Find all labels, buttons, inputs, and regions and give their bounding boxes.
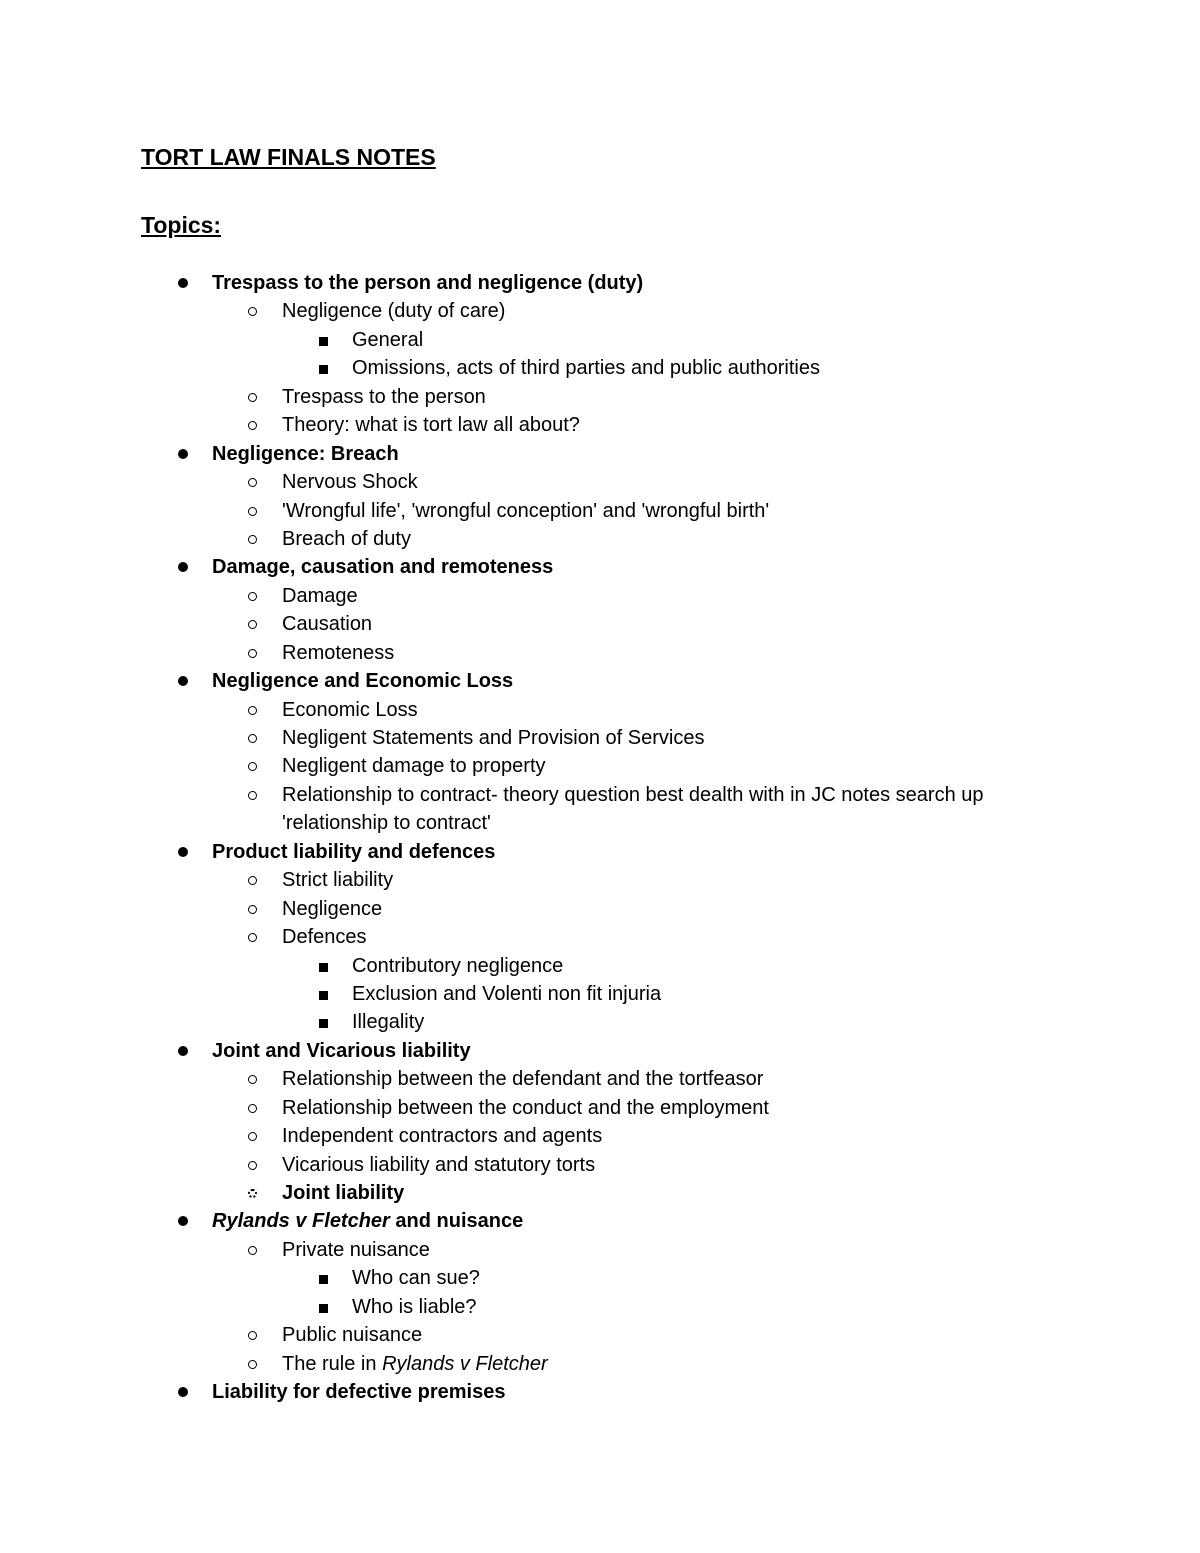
subsubtopic-label: Who is liable? bbox=[352, 1295, 477, 1318]
topic-label: Product liability and defences bbox=[212, 840, 496, 863]
bullet-icon bbox=[178, 1387, 188, 1397]
subtopic-label: Trespass to the person bbox=[282, 385, 486, 408]
subtopic-item bbox=[0, 895, 1200, 923]
square-bullet-icon bbox=[319, 1019, 328, 1028]
circle-bullet-icon bbox=[248, 393, 257, 402]
subtopic-label: Breach of duty bbox=[282, 527, 411, 550]
subtopic-label: Vicarious liability and statutory torts bbox=[282, 1153, 596, 1176]
circle-bullet-icon bbox=[248, 1161, 257, 1170]
subtopic-label: Relationship to contract- theory question best dealth with in JC notes search up 'relationship to contract' bbox=[282, 783, 984, 835]
subtopic-label: Economic Loss bbox=[282, 698, 418, 721]
subtopic-item bbox=[0, 696, 1200, 724]
subsubtopic-item bbox=[0, 1008, 1200, 1036]
circle-bullet-icon bbox=[248, 791, 257, 800]
square-bullet-icon bbox=[319, 1304, 328, 1313]
subsubtopic-label: General bbox=[352, 328, 424, 351]
topic-item bbox=[0, 440, 1200, 468]
circle-bullet-icon bbox=[248, 933, 257, 942]
topic-item bbox=[0, 667, 1200, 695]
subtopic-label: Damage bbox=[282, 584, 358, 607]
subtopic-label: Negligence (duty of care) bbox=[282, 300, 506, 323]
topic-item bbox=[0, 269, 1200, 297]
subtopic-item bbox=[0, 1350, 1200, 1378]
subtopic-item bbox=[0, 411, 1200, 439]
subtopic-label-prefix: The rule in bbox=[282, 1352, 383, 1375]
subtopic-item bbox=[0, 297, 1200, 325]
topic-label: Damage, causation and remoteness bbox=[212, 556, 554, 579]
circle-bullet-icon bbox=[248, 1331, 257, 1340]
subsubtopic-item bbox=[0, 980, 1200, 1008]
subsubtopic-item bbox=[0, 1264, 1200, 1292]
topic-label: Trespass to the person and negligence (duty) bbox=[212, 272, 644, 294]
circle-bullet-icon bbox=[248, 1246, 257, 1255]
circle-bullet-icon bbox=[248, 620, 257, 629]
subtopic-label: Joint liability bbox=[282, 1182, 405, 1205]
subtopic-label: Independent contractors and agents bbox=[282, 1125, 603, 1148]
bullet-icon bbox=[178, 278, 188, 288]
topic-item bbox=[0, 553, 1200, 581]
topic-label: Joint and Vicarious liability bbox=[212, 1039, 471, 1062]
subtopic-item bbox=[0, 866, 1200, 894]
topic-item bbox=[0, 1378, 1200, 1406]
case-name: Rylands v Fletcher bbox=[382, 1352, 548, 1375]
subtopic-item bbox=[0, 639, 1200, 667]
subtopic-label: Nervous Shock bbox=[282, 471, 418, 494]
topic-item bbox=[0, 1037, 1200, 1065]
subtopic-item bbox=[0, 1236, 1200, 1264]
subtopic-label: Negligent Statements and Provision of Services bbox=[282, 727, 705, 749]
circle-bullet-icon bbox=[248, 876, 257, 885]
topic-label: Negligence and Economic Loss bbox=[212, 670, 514, 693]
subtopic-label: Remoteness bbox=[282, 641, 395, 664]
subtopic-item bbox=[0, 383, 1200, 411]
circle-bullet-icon bbox=[248, 1360, 257, 1369]
subsubtopic-item bbox=[0, 1293, 1200, 1321]
circle-bullet-icon bbox=[248, 478, 257, 487]
subtopic-label: Defences bbox=[282, 926, 367, 949]
subsubtopic-label: Exclusion and Volenti non fit injuria bbox=[352, 982, 662, 1005]
square-bullet-icon bbox=[319, 963, 328, 972]
square-bullet-icon bbox=[319, 1275, 328, 1284]
circle-bullet-icon bbox=[248, 905, 257, 914]
subtopic-item bbox=[0, 1094, 1200, 1122]
subtopic-item bbox=[0, 1321, 1200, 1349]
square-bullet-icon bbox=[319, 337, 328, 346]
circle-bullet-icon bbox=[248, 421, 257, 430]
subtopic-item bbox=[0, 468, 1200, 496]
subtopic-item bbox=[0, 724, 1200, 752]
subtopic-item bbox=[0, 1179, 1200, 1207]
topic-item bbox=[0, 1207, 1200, 1235]
circle-bullet-icon bbox=[248, 1132, 257, 1141]
square-bullet-icon bbox=[319, 991, 328, 1000]
subtopic-item bbox=[0, 497, 1200, 525]
topic-label: Negligence: Breach bbox=[212, 442, 399, 465]
subtopic-label: Public nuisance bbox=[282, 1324, 423, 1347]
subtopic-item bbox=[0, 1151, 1200, 1179]
subsubtopic-item bbox=[0, 354, 1200, 382]
subtopic-label: Negligence bbox=[282, 897, 383, 920]
circle-bullet-icon bbox=[248, 734, 257, 743]
subtopic-item bbox=[0, 1065, 1200, 1093]
topic-label: Liability for defective premises bbox=[212, 1381, 506, 1404]
bullet-icon bbox=[178, 847, 188, 857]
subtopic-label: Negligent damage to property bbox=[282, 755, 546, 778]
bullet-icon bbox=[178, 1046, 188, 1056]
subsubtopic-label: Omissions, acts of third parties and public authorities bbox=[352, 357, 820, 380]
case-name: Rylands v Fletcher bbox=[212, 1210, 390, 1233]
subtopic-item bbox=[0, 752, 1200, 780]
subtopic-item bbox=[0, 610, 1200, 638]
topic-item bbox=[0, 838, 1200, 866]
subtopic-item bbox=[0, 525, 1200, 553]
circle-bullet-icon bbox=[248, 1075, 257, 1084]
topics-outline bbox=[0, 269, 1200, 1407]
circle-bullet-icon bbox=[248, 762, 257, 771]
subtopic-label: Relationship between the conduct and the employment bbox=[282, 1096, 769, 1119]
circle-bullet-icon bbox=[248, 307, 257, 316]
dotted-circle-bullet-icon bbox=[248, 1189, 257, 1198]
circle-bullet-icon bbox=[248, 706, 257, 715]
circle-bullet-icon bbox=[248, 592, 257, 601]
subtopic-label: Private nuisance bbox=[282, 1238, 430, 1261]
bullet-icon bbox=[178, 562, 188, 572]
bullet-icon bbox=[178, 449, 188, 459]
subtopic-item bbox=[0, 781, 1200, 838]
document-title: TORT LAW FINALS NOTES bbox=[141, 144, 436, 170]
subtopic-label bbox=[282, 1350, 548, 1378]
topic-label bbox=[212, 1207, 523, 1235]
subtopic-label: Relationship between the defendant and the tortfeasor bbox=[282, 1068, 764, 1091]
subsubtopic-item bbox=[0, 952, 1200, 980]
subtopic-item bbox=[0, 1122, 1200, 1150]
topics-heading: Topics: bbox=[141, 212, 222, 238]
circle-bullet-icon bbox=[248, 535, 257, 544]
circle-bullet-icon bbox=[248, 1104, 257, 1113]
square-bullet-icon bbox=[319, 365, 328, 374]
subsubtopic-item bbox=[0, 326, 1200, 354]
subtopic-item bbox=[0, 923, 1200, 951]
circle-bullet-icon bbox=[248, 649, 257, 658]
topic-label-rest: and nuisance bbox=[389, 1210, 524, 1233]
subtopic-label: Strict liability bbox=[282, 869, 394, 892]
bullet-icon bbox=[178, 676, 188, 686]
subsubtopic-label: Who can sue? bbox=[352, 1267, 480, 1290]
subtopic-label: 'Wrongful life', 'wrongful conception' and 'wrongful birth' bbox=[282, 499, 770, 522]
subtopic-label: Causation bbox=[282, 613, 373, 636]
subsubtopic-label: Contributory negligence bbox=[352, 954, 564, 977]
subsubtopic-label: Illegality bbox=[352, 1011, 425, 1034]
bullet-icon bbox=[178, 1216, 188, 1226]
circle-bullet-icon bbox=[248, 507, 257, 516]
subtopic-item bbox=[0, 582, 1200, 610]
subtopic-label: Theory: what is tort law all about? bbox=[282, 414, 580, 437]
